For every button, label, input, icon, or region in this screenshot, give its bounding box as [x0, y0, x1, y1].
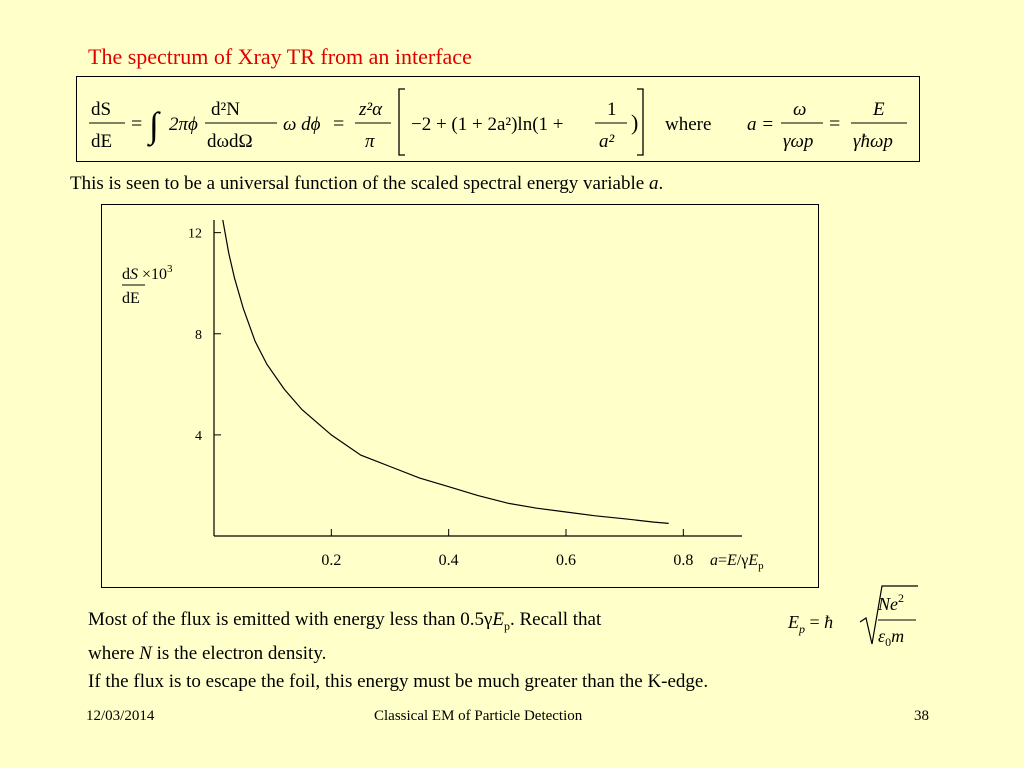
eq-two-pi-phi: 2πϕ [169, 114, 198, 135]
caption-variable: a [648, 173, 659, 194]
eq-a-den1: γωp [783, 131, 814, 152]
y-tick-label: 4 [195, 428, 202, 444]
eq-integrand-den: dωdΩ [207, 131, 253, 152]
para-line-3: If the flux is to escape the foil, this energy must be much greater than the K-edge. [88, 670, 709, 692]
eq-integrand-num: d²N [211, 99, 240, 120]
eq-a-num1: ω [793, 99, 807, 120]
eq-lhs-num: dS [91, 99, 112, 120]
eq-a-lhs: a = [747, 114, 775, 135]
ep-num: Ne$^2$ [878, 591, 904, 614]
footer-date: 12/03/2014 [86, 708, 155, 724]
eq-equals-2: = [333, 113, 345, 135]
eq-where: where [665, 114, 712, 135]
caption-period: . [658, 173, 664, 194]
y-axis-label-den: dE [122, 290, 140, 307]
x-tick-label: 0.2 [321, 552, 342, 569]
eq-equals-1: = [131, 113, 143, 135]
y-tick-label: 12 [188, 226, 202, 242]
y-tick-label: 8 [195, 327, 202, 343]
page-number: 38 [914, 708, 929, 724]
eq-close-paren: ) [631, 110, 639, 135]
eq-lhs-den: dE [91, 131, 113, 152]
eq-equals-3: = [829, 113, 841, 135]
slide-title: The spectrum of Xray TR from an interface [88, 44, 472, 69]
eq-inner-num: 1 [607, 99, 617, 120]
para-line-2: where N is the electron density. [88, 642, 327, 664]
x-tick-label: 0.6 [556, 552, 576, 569]
eq-inner-den: a² [599, 131, 615, 152]
eq-coef-num: z²α [359, 99, 383, 120]
footer-title: Classical EM of Particle Detection [374, 708, 583, 724]
spectrum-curve [223, 220, 669, 523]
eq-coef-den: π [365, 131, 375, 152]
caption-text: This is seen to be a universal function of the scaled spectral energy variable [70, 173, 649, 194]
eq-a-den2: γħωp [853, 131, 893, 152]
left-bracket [399, 89, 405, 155]
y-axis-label-num: dS $\times 10^3$ [122, 263, 173, 283]
x-axis-label: $a=E/\gamma E_p$ [710, 552, 764, 572]
integral-sign: ∫ [149, 105, 159, 145]
caption [70, 173, 663, 195]
ep-den: $\varepsilon_0m$ [878, 626, 905, 649]
spectrum-chart [102, 205, 820, 589]
x-tick-label: 0.4 [438, 552, 459, 569]
eq-a-num2: E [873, 99, 885, 120]
chart-frame [101, 204, 819, 588]
x-tick-label: 0.8 [673, 552, 694, 569]
para-line-1: Most of the flux is emitted with energy less than $0.5\gamma E_p$. Recall that [88, 609, 602, 633]
ep-lhs: $E_p$ = ħ [788, 612, 834, 636]
eq-omega-dphi: ω dϕ [283, 114, 321, 135]
spectrum-equation [77, 77, 921, 163]
plasma-energy-formula [778, 582, 928, 652]
equation-box [76, 76, 920, 162]
eq-bracket-content: −2 + (1 + 2a²)ln(1 + [411, 114, 564, 135]
chart-axes [214, 220, 742, 536]
